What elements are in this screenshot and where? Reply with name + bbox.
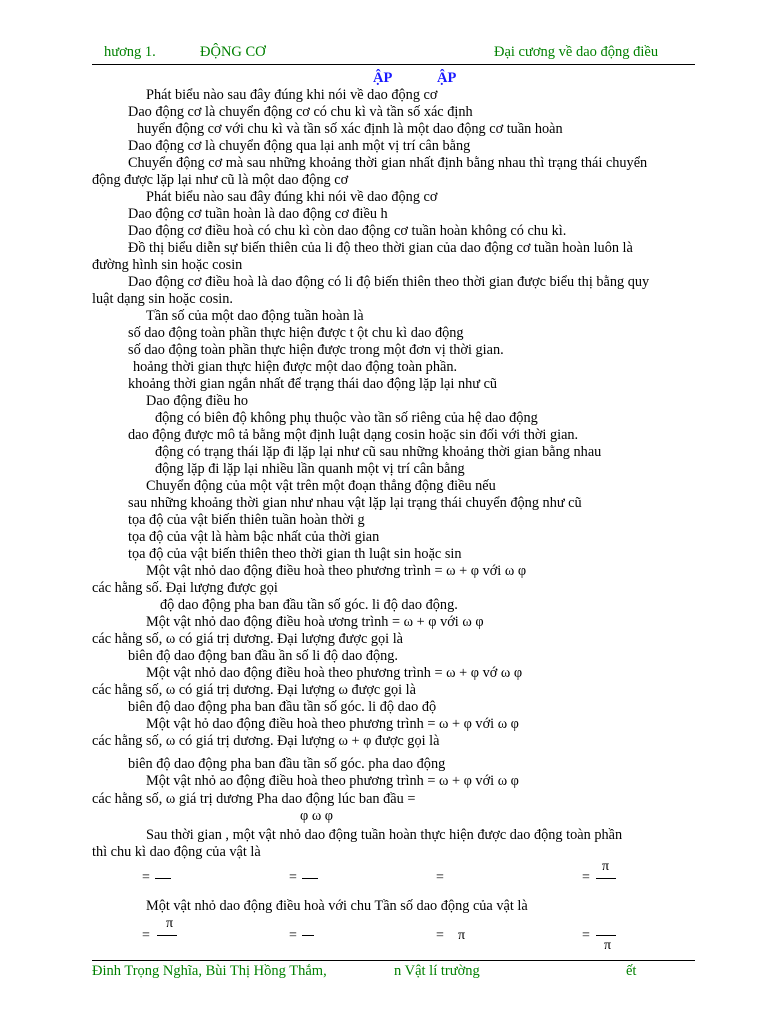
q11-option-a-eq: = bbox=[142, 870, 150, 885]
q11-option-c-eq: = bbox=[436, 870, 444, 885]
q11-stem-cont: thì chu kì dao động của vật là bbox=[92, 844, 261, 860]
q12-option-d-fraction-bar bbox=[596, 935, 616, 936]
q9-stem: Một vật hỏ dao động điều hoà theo phương trình = ω + φ với ω φ bbox=[146, 716, 519, 732]
q5-stem: Chuyển động của một vật trên một đoạn thẳng động điều nếu bbox=[146, 478, 496, 494]
q2-option-d: Dao động cơ điều hoà là dao động có li độ biến thiên theo thời gian được biểu thị bằng quy bbox=[128, 274, 650, 290]
q12-option-a-numerator: π bbox=[166, 916, 174, 931]
q9-stem-cont: các hằng số, ω có giá trị dương. Đại lượng ω + φ được gọi là bbox=[92, 733, 440, 749]
footer-authors: Đinh Trọng Nghĩa, Bùi Thị Hồng Thắm, bbox=[92, 963, 327, 979]
q6-stem-cont: các hằng số. Đại lượng được gọi bbox=[92, 580, 278, 596]
q10-options: φ ω φ bbox=[300, 808, 334, 824]
q3-option-b: số dao động toàn phần thực hiện được trong một đơn vị thời gian. bbox=[128, 342, 504, 358]
q3-option-a: số dao động toàn phần thực hiện được t ột chu kì dao động bbox=[128, 325, 464, 341]
q12-option-d-eq: = bbox=[582, 928, 590, 943]
q5-option-a: sau những khoảng thời gian như nhau vật lặp lại trạng thái chuyển động như cũ bbox=[128, 495, 582, 511]
q4-option-b: dao động được mô tả bằng một định luật dạng cosin hoặc sin đối với thời gian. bbox=[128, 427, 579, 443]
header-rule bbox=[92, 64, 695, 65]
q12-option-c-pi: π bbox=[458, 928, 466, 943]
q12-option-b-fraction-bar bbox=[302, 935, 314, 936]
q4-option-d: động lặp đi lặp lại nhiều lần quanh một vị trí cân bằng bbox=[155, 461, 465, 477]
q7-stem-cont: các hằng số, ω có giá trị dương. Đại lượng được gọi là bbox=[92, 631, 404, 647]
q3-option-c: hoảng thời gian thực hiện được một dao động toàn phần. bbox=[133, 359, 458, 375]
q3-stem: Tần số của một dao động tuần hoàn là bbox=[146, 308, 364, 324]
q1-option-b: huyển động cơ với chu kì và tần số xác định là một dao động cơ tuần hoàn bbox=[137, 121, 563, 137]
q11-option-d-eq: = bbox=[582, 870, 590, 885]
q3-option-d: khoảng thời gian ngắn nhất để trạng thái dao động lặp lại như cũ bbox=[128, 376, 498, 392]
q1-option-d-cont: động được lặp lại như cũ là một dao động cơ bbox=[92, 172, 349, 188]
q11-option-a-fraction-bar bbox=[155, 878, 171, 879]
q4-option-a: động có biên độ không phụ thuộc vào tần số riêng của hệ dao động bbox=[155, 410, 538, 426]
header-chapter: hương 1. bbox=[104, 44, 156, 60]
footer-tail: ết bbox=[626, 963, 637, 979]
q6-stem: Một vật nhỏ dao động điều hoà theo phương trình = ω + φ với ω φ bbox=[146, 563, 527, 579]
q7-stem: Một vật nhỏ dao động điều hoà ương trình = ω + φ với ω φ bbox=[146, 614, 484, 630]
q12-option-a-eq: = bbox=[142, 928, 150, 943]
q2-option-c: Đồ thị biểu diễn sự biến thiên của li độ theo thời gian của dao động cơ tuần hoàn luôn là bbox=[128, 240, 633, 256]
q11-option-d-numerator: π bbox=[602, 859, 610, 874]
q1-option-a: Dao động cơ là chuyển động cơ có chu kì và tần số xác định bbox=[128, 104, 473, 120]
q1-option-d: Chuyển động cơ mà sau những khoảng thời gian nhất định bằng nhau thì trạng thái chuyển bbox=[128, 155, 648, 171]
q2-option-b: Dao động cơ điều hoà có chu kì còn dao động cơ tuần hoàn không có chu kì. bbox=[128, 223, 567, 239]
q8-stem-cont: các hằng số, ω có giá trị dương. Đại lượng ω được gọi là bbox=[92, 682, 417, 698]
q12-option-c-eq: = bbox=[436, 928, 444, 943]
header-section: Đại cương về dao động điều bbox=[494, 44, 659, 60]
footer-rule bbox=[92, 960, 695, 961]
q6-options: độ dao động pha ban đầu tần số góc. li độ dao động. bbox=[160, 597, 458, 613]
q11-option-b-fraction-bar bbox=[302, 878, 318, 879]
title-left: ẬP bbox=[373, 70, 393, 86]
q2-stem: Phát biểu nào sau đây đúng khi nói về dao động cơ bbox=[146, 189, 438, 205]
q4-stem: Dao động điều ho bbox=[146, 393, 249, 409]
title-right: ẬP bbox=[437, 70, 457, 86]
q8-options: biên độ dao động pha ban đầu tần số góc. li độ dao độ bbox=[128, 699, 437, 715]
q5-option-c: tọa độ của vật là hàm bậc nhất của thời gian bbox=[128, 529, 380, 545]
footer-school: n Vật lí trường bbox=[394, 963, 480, 979]
header-topic: ĐỘNG CƠ bbox=[200, 44, 266, 60]
q12-option-d-denominator: π bbox=[604, 938, 612, 953]
q8-stem: Một vật nhỏ dao động điều hoà theo phương trình = ω + φ vớ ω φ bbox=[146, 665, 523, 681]
q1-stem: Phát biểu nào sau đây đúng khi nói về dao động cơ bbox=[146, 87, 438, 103]
q10-stem: Một vật nhỏ ao động điều hoà theo phương trình = ω + φ với ω φ bbox=[146, 773, 519, 789]
q2-option-a: Dao động cơ tuần hoàn là dao động cơ điều h bbox=[128, 206, 388, 222]
q2-option-c-cont: đường hình sin hoặc cosin bbox=[92, 257, 243, 273]
q12-option-b-eq: = bbox=[289, 928, 297, 943]
q11-stem: Sau thời gian , một vật nhỏ dao động tuần hoàn thực hiện được dao động toàn phần bbox=[146, 827, 623, 843]
q9-options: biên độ dao động pha ban đầu tần số góc. pha dao động bbox=[128, 756, 446, 772]
q2-option-d-cont: luật dạng sin hoặc cosin. bbox=[92, 291, 233, 307]
q10-stem-cont: các hằng số, ω giá trị dương Pha dao động lúc ban đầu = bbox=[92, 791, 416, 807]
q11-option-d-fraction-bar bbox=[596, 878, 616, 879]
q12-stem: Một vật nhỏ dao động điều hoà với chu Tần số dao động của vật là bbox=[146, 898, 528, 914]
q5-option-d: tọa độ của vật biến thiên theo thời gian th luật sin hoặc sin bbox=[128, 546, 462, 562]
q4-option-c: động có trạng thái lặp đi lặp lại như cũ sau những khoảng thời gian bằng nhau bbox=[155, 444, 602, 460]
q5-option-b: tọa độ của vật biến thiên tuần hoàn thời g bbox=[128, 512, 365, 528]
q12-option-a-fraction-bar bbox=[157, 935, 177, 936]
q11-option-b-eq: = bbox=[289, 870, 297, 885]
q1-option-c: Dao động cơ là chuyển động qua lại anh một vị trí cân bằng bbox=[128, 138, 471, 154]
q7-options: biên độ dao động ban đầu ần số li độ dao động. bbox=[128, 648, 399, 664]
